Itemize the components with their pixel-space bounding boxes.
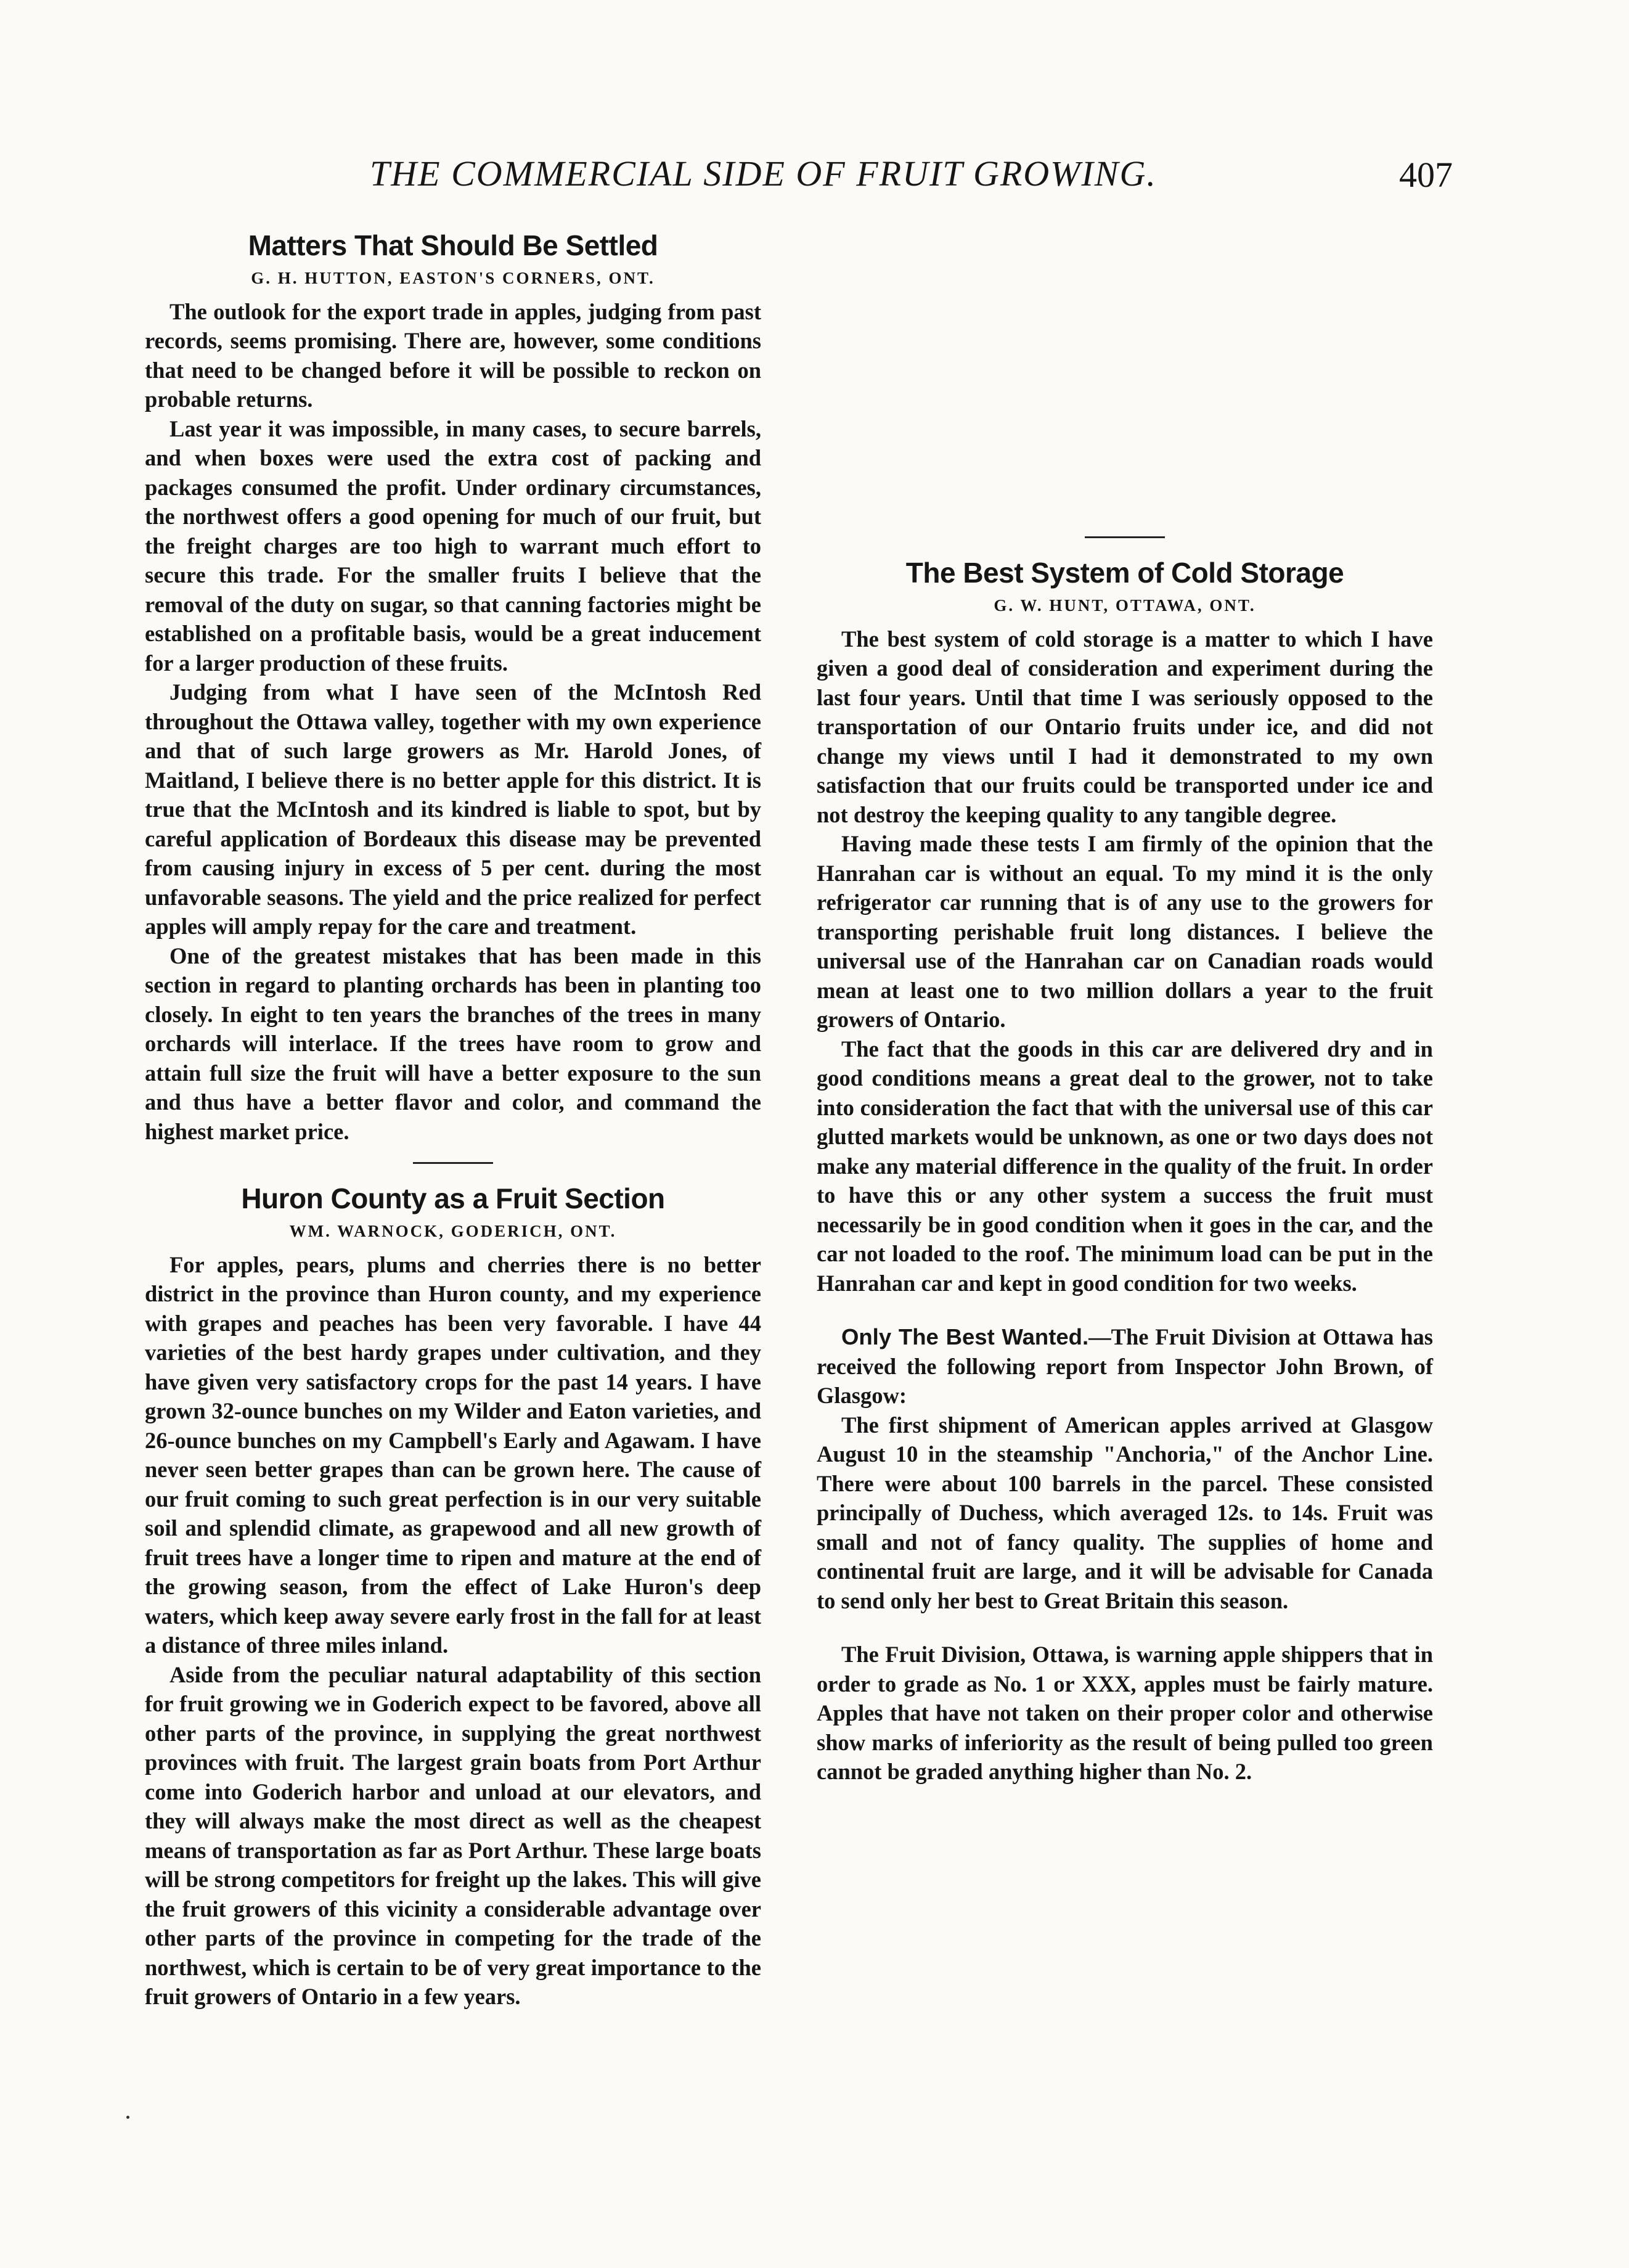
article-byline: G. W. HUNT, OTTAWA, ONT.: [994, 596, 1256, 615]
article-byline: WM. WARNOCK, GODERICH, ONT.: [289, 1222, 617, 1240]
article-title: Matters That Should Be Settled: [248, 229, 658, 261]
article-title: Huron County as a Fruit Section: [241, 1182, 665, 1214]
article-paragraph: The outlook for the export trade in apples, judging from past records, seems promising. There are, however, some conditions that need to be changed before it will be possible to reckon on probable returns.: [145, 298, 761, 412]
article-paragraph: Aside from the peculiar natural adaptability of this section for fruit growing we in Goderich expect to be favored, above all other parts of the province, in supplying the great northwest provinces with fruit. The largest grain boats from Port Arthur come into Goderich harbor and unload at our elevators, and they will always make the most direct as well as the cheapest means of transportation as far as Port Arthur. These large boats will be strong competitors for freight up the lakes. This will give the fruit growers of this vicinity a considerable advantage over other parts of the province in competing for the trade of the northwest, which is certain to be of very great importance to the fruit growers of Ontario in a few years.: [145, 1661, 761, 2009]
running-title: THE COMMERCIAL SIDE OF FRUIT GROWING.: [370, 154, 1157, 194]
article-paragraph: Having made these tests I am firmly of the opinion that the Hanrahan car is without an equal. To my mind it is the only refrigerator car running that is of any use to the growers for transporting perishable fruit long distances. I believe the universal use of the Hanrahan car on Canadian roads would mean at least one to two million dollars a year to the fruit growers of Ontario.: [817, 831, 1433, 1032]
article-paragraph: For apples, pears, plums and cherries there is no better district in the province than Huron county, and my experience with grapes and peaches has been very favorable. I have 44 varieties of the best hardy grapes under cultivation, and they have given very satisfactory crops for the past 14 years. I have grown 32-ounce bunches on my Wilder and Eaton varieties, and 26-ounce bunches on my Campbell's Early and Agawam. I have never seen better grapes than can be grown here. The cause of our fruit coming to such great perfection is in our very suitable soil and splendid climate, as grapewood and all new growth of fruit trees have a longer time to ripen and mature at the end of the growing season, from the effect of Lake Huron's deep waters, which keep away severe early frost in the fall for at least a distance of three miles inland.: [145, 1251, 761, 1658]
article-paragraph: Judging from what I have seen of the McIntosh Red throughout the Ottawa valley, together with my own experience and that of such large growers as Mr. Harold Jones, of Maitland, I believe there is no better apple for this district. It is true that the McIntosh and its kindred is liable to spot, but by careful application of Bordeaux this disease may be prevented from causing injury in excess of 5 per cent. during the most unfavorable seasons. The yield and the price realized for perfect apples will amply repay for the care and treatment.: [145, 679, 761, 939]
article-title: The Best System of Cold Storage: [905, 557, 1344, 589]
page-number: 407: [1399, 155, 1453, 195]
left-column: [145, 228, 761, 2012]
spacer: [817, 1298, 1433, 1322]
note-text: —The Fruit Division at Ottawa has received the following report from Inspector John Brown, of Glasgow:: [817, 1324, 1433, 1408]
article-paragraph: One of the greatest mistakes that has been made in this section in regard to planting orchards has been in planting too closely. In eight to ten years the branches of the trees in many orchards will interlace. If the trees have room to grow and attain full size the fruit will have a better exposure to the sun and thus have a better flavor and color, and command the highest market price.: [145, 943, 761, 1144]
news-note: [817, 1322, 1433, 1410]
article-paragraph: The fact that the goods in this car are delivered dry and in good conditions means a great deal to the grower, not to take into consideration the fact that with the universal use of this car glutted markets would be unknown, as one or two days does not make any material difference in the quality of the fruit. In order to have this or any other system a success the fruit must necessarily be in good condition when it goes in the car, and the car not loaded to the roof. The minimum load can be put in the Hanrahan car and kept in good condition for two weeks.: [817, 1036, 1433, 1296]
news-note-continuation: The first shipment of American apples arrived at Glasgow August 10 in the steamship "Anchoria," of the Anchor Line. There were about 100 barrels in the parcel. These consisted principally of Duchess, which averaged 12s. to 14s. Fruit was small and not of fancy quality. The supplies of home and continental fruit are large, and it will be advisable for Canada to send only her best to Great Britain this season.: [817, 1412, 1433, 1613]
note-lead: Only The Best Wanted.: [841, 1324, 1089, 1349]
right-column-content: [817, 228, 1433, 1787]
section-divider: [1085, 536, 1165, 538]
section-divider: [413, 1162, 493, 1164]
article-paragraph: The best system of cold storage is a matter to which I have given a good deal of consideration and experiment during the last four years. Until that time I was seriously opposed to the transportation of our Ontario fruits under ice, and did not change my views until I had it demonstrated to my own satisfaction that our fruits could be transported under ice and not destroy the keeping quality to any tangible degree.: [817, 626, 1433, 827]
news-note: The Fruit Division, Ottawa, is warning apple shippers that in order to grade as No. 1 or XXX, apples must be fairly mature. Apples that have not taken on their proper color and otherwise show marks of inferiority as the result of being pulled too green cannot be graded anything higher than No. 2.: [817, 1642, 1433, 1784]
article-paragraph: Last year it was impossible, in many cases, to secure barrels, and when boxes were used the extra cost of packing and packages consumed the profit. Under ordinary circumstances, the northwest offers a good opening for much of our fruit, but the freight charges are too high to warrant much effort to secure this trade. For the smaller fruits I believe that the removal of the duty on sugar, so that canning factories might be established on a profitable basis, would be a great inducement for a larger production of these fruits.: [145, 416, 761, 676]
spacer: [817, 1615, 1433, 1640]
print-speck: [126, 2116, 129, 2119]
article-byline: G. H. HUTTON, EASTON'S CORNERS, ONT.: [251, 269, 655, 287]
